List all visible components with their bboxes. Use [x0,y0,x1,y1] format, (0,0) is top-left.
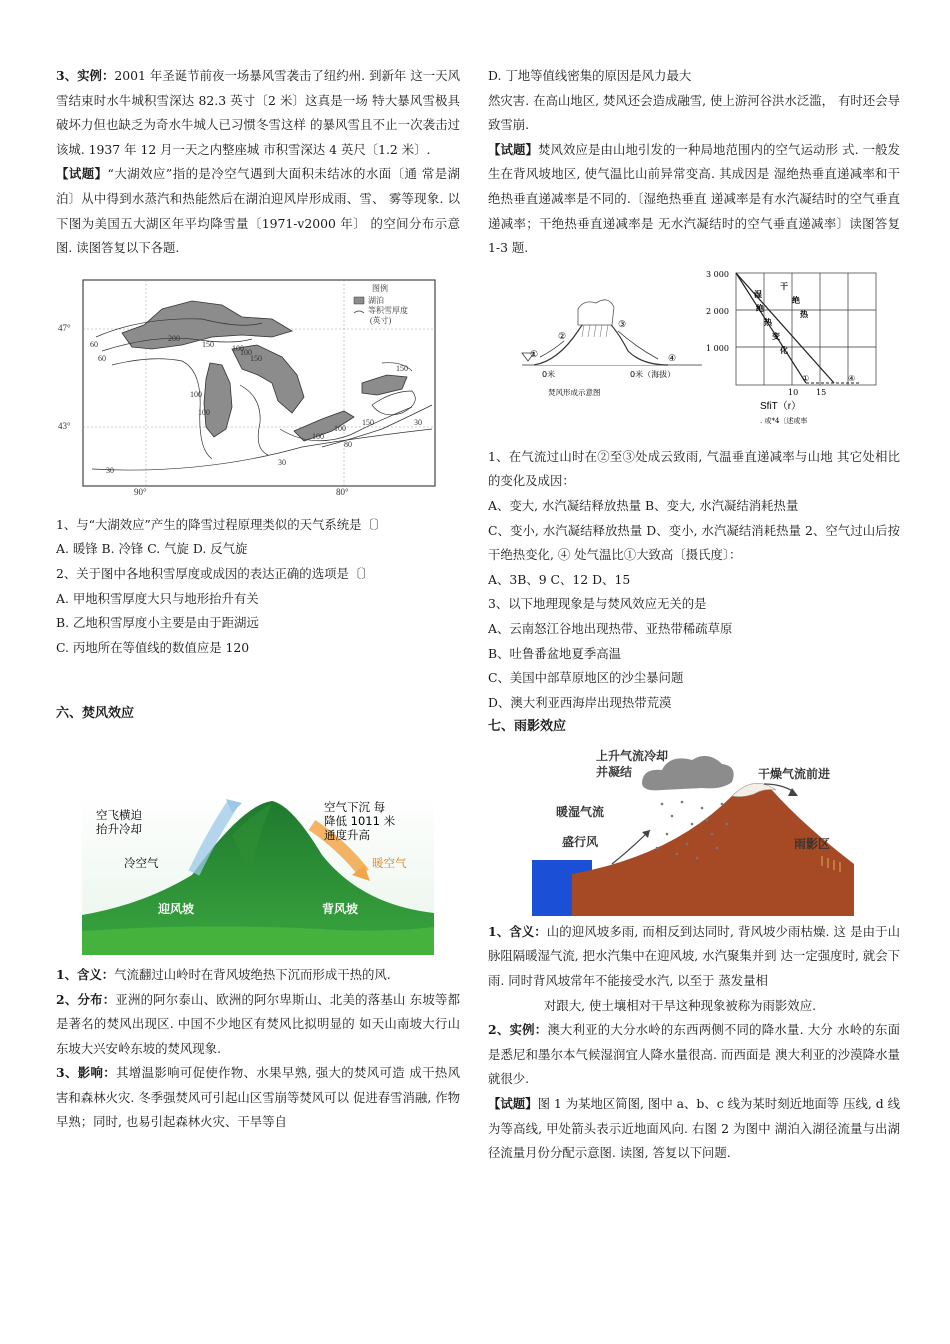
question-2: 2、关于图中各地积雪厚度或成因的表达正确的选项是〔〕 [56,565,374,581]
schematic-point-4: ④ [668,353,677,364]
q-foehn-1: 1、在气流过山时在②至③处成云致雨, 气温垂直递减率与山地 其它处相比的变化及成因： [488,448,900,489]
foehn-test-intro: 【试题】焚风效应是由山地引发的一种局地范围内的空气运动形 式. 一般发生在背风坡地区, 使气温比山前异常变高. 其成因是 湿绝热垂直递减率和干绝热垂直递减率是不同的.〔湿绝热垂直 递减率是有水汽凝结时的空气垂直递减率；干绝热垂直递减率是 无水汽凝结时的空气垂直递减率〕读图答复1-3 题. [488,141,900,256]
foehn-label-warm-air: 暖空气 [372,855,407,870]
q-foehn-3-d: D、澳大利亚西海岸出现热带荒漠 [488,694,672,710]
foehn-label-windward: 迎风坡 [158,901,195,916]
example-paragraph: 3、实例：2001 年圣诞节前夜一场暴风雪袭击了纽约州. 到新年 这一天风雪结束时水牛城积雪深达 82.3 英寸〔2 米〕这真是一场 特大暴风雪极具破坏力但也缺乏为奇水牛城人已习惯冬雪这样 的暴风雪且不止一次袭击过该城. 1937 年 12 月一天之内整座城 市积雪深达 4 英尺〔1.2 米〕. [56,68,460,157]
contour-label: 60 [98,353,106,363]
contour-label: 30 [278,457,286,467]
q-foehn-3-c: C、美国中部草原地区的沙尘暴问题 [488,670,684,686]
q-foehn-3-b: B、吐鲁番盆地夏季高温 [488,645,622,661]
schematic-zero-right: 0米（海拔） [630,369,676,379]
question-1-options: A. 暖锋 B. 冷锋 C. 气旋 D. 反气旋 [56,541,248,557]
graph-x-tick-10: 10 [788,387,799,397]
section-7-heading: 七、雨影效应 [488,719,567,735]
foehn-label-leeward: 背风坡 [322,901,359,916]
great-lakes-snowfall-map [58,279,438,497]
graph-wet-label-4: 变 [772,331,780,341]
foehn-label-lift-1: 空飞横迫 [96,807,142,822]
contour-label: 100 [240,347,252,357]
graph-point-4: ④ [848,373,856,383]
right-column [488,64,900,1166]
graph-wet-label-1: 湿 [754,289,762,299]
graph-wet-label-5: 化 [780,345,788,355]
schematic-point-1: ① [530,349,539,360]
graph-y-tick-2000: 2 000 [706,306,729,316]
map-legend-title: 图例 [372,283,388,293]
left-column [56,64,460,1135]
q-foehn-3: 3、以下地理现象是与焚风效应无关的是 [488,596,707,612]
contour-label: 150 [202,339,214,349]
contour-label: 200 [168,333,180,343]
graph-y-tick-1000: 1 000 [706,343,729,353]
contour-label: 150 [362,417,374,427]
question-2-option-c: C. 丙地所在等值线的数值应是 120 [56,639,250,655]
rain-shadow-definition-cont: 对跟大, 使土壤相对干旱这种现象被称为雨影效应. [544,997,817,1013]
contour-label: 80 [344,439,352,449]
foehn-impact-continued: 然灾害. 在高山地区, 焚风还会造成融雪, 使上游河谷洪水泛滥， 有时还会导致雪崩. [488,92,900,133]
contour-label: 100 [198,407,210,417]
graph-wet-label-3: 热 [764,317,772,327]
lapse-rate-graph [706,269,900,445]
rain-shadow-test: 【试题】图 1 为某地区简图, 图中 a、b、c 线为某时刻近地面等 压线, d 线为等高线, 甲处箭头表示近地面风向. 右图 2 为图中 湖泊入湖径流量与出湖径流量月份分配示意图. 读图, 答复以下问题. [488,1096,901,1161]
foehn-label-descend-1: 空气下沉 每 [324,799,386,814]
graph-dry-label-1: 干 [780,281,788,291]
contour-label: 100 [334,423,346,433]
contour-label: 100 [312,431,324,441]
rain-label-shadow-zone: 雨影区 [794,836,831,851]
foehn-effect-illustration [82,795,434,955]
graph-wet-label-2: 绝 [756,303,764,313]
rain-label-dry-air: 干燥气流前进 [758,766,831,781]
schematic-zero-left: 0米 [542,369,556,379]
foehn-distribution: 2、分布：亚洲的阿尔泰山、欧洲的阿尔卑斯山、北美的落基山 东坡等都是著名的焚风出现区. 中国不少地区有焚风比拟明显的 如天山南坡大行山东坡大兴安岭东坡的焚风现象. [56,991,460,1056]
foehn-label-descend-2: 降低 1011 米 [324,813,396,828]
contour-label: 150 [396,363,408,373]
question-2-option-b: B. 乙地积雪厚度小主要是由于距湖远 [56,615,259,631]
q-foehn-1-ab: A、变大, 水汽凝结释放热量 B、变大, 水汽凝结消耗热量 [488,497,799,513]
foehn-label-lift-2: 抬升冷却 [96,821,142,836]
option-d-carryover: D. 丁地等值线密集的原因是风力最大 [488,68,692,83]
graph-dry-label-2: 绝 [792,295,800,305]
contour-label: 60 [90,339,98,349]
rain-label-warm-moist: 暖湿气流 [556,804,605,819]
rain-label-prevailing-wind: 盛行风 [562,834,599,849]
foehn-impact: 3、影响：其增温影响可促使作物、水果早熟, 强大的焚风可造 成干热风害和森林火灾. 冬季强焚风可引起山区雪崩等焚风可以 促进春雪消融, 作物早熟；同时, 也易引起森林火灾、干旱等自 [56,1065,460,1130]
graph-point-1: ① [802,373,810,383]
graph-x-axis-label: SfiT（r） [760,400,802,412]
map-lat-47: 47° [58,322,71,333]
q-foehn-1-cd-q2: C、变小, 水汽凝结释放热量 D、变小, 水汽凝结消耗热量 2、空气过山后按干绝热变化, ④ 处气温比①大致高〔摄氏度〕： [488,522,900,563]
rain-shadow-definition: 1、含义：山的迎风坡多雨, 而相反到达同时, 背风坡少雨枯燥. 这 是由于山脉阻隔暖湿气流, 把水汽集中在迎风坡, 水汽聚集并到 达一定强度时, 就会下雨. 同时背风坡常年不能接受水汽, 以至于 蒸发量相 [488,923,901,989]
map-legend-contour: 等积雪厚度 [368,305,408,315]
foehn-schematic [518,291,706,401]
contour-label: 100 [232,343,244,353]
schematic-point-2: ② [558,331,567,342]
graph-dry-label-3: 热 [800,309,808,319]
rain-label-rising-2: 并凝结 [596,764,633,779]
map-legend-unit: (英寸) [370,315,392,325]
map-legend-lake: 湖泊 [368,295,384,305]
contour-label: 30 [106,465,114,475]
graph-y-tick-3000: 3 000 [706,269,729,279]
rain-shadow-example: 2、实例：澳大利亚的大分水岭的东西两侧不同的降水量. 大分 水岭的东面是悉尼和墨尔本气候湿润宜人降水量很高. 而西面是 澳大利亚的沙漠降水量就很少. [488,1022,900,1087]
section-6-heading: 六、焚风效应 [56,706,135,722]
foehn-label-descend-3: 通度升高 [324,827,370,842]
question-2-option-a: A. 甲地积雪厚度大只与地形抬升有关 [56,590,259,606]
graph-footnote: . 或*4〔述或率 [760,416,808,425]
rain-label-rising-1: 上升气流冷却 [596,748,669,763]
foehn-figures [488,269,900,445]
contour-label: 30 [414,417,422,427]
contour-label: 100 [190,389,202,399]
schematic-caption: 焚风形成示意图 [548,387,601,397]
map-lat-43: 43° [58,420,71,431]
q-foehn-3-a: A、云南怒江谷地出现热带、亚热带稀疏草原 [488,620,733,636]
schematic-point-3: ③ [618,319,627,330]
rain-shadow-illustration [532,744,854,916]
q-foehn-2-options: A、3B、9 C、12 D、15 [488,571,631,587]
question-1: 1、与“大湖效应”产生的降雪过程原理类似的天气系统是〔〕 [56,516,387,532]
foehn-definition: 1、含义：气流翻过山岭时在背风坡绝热下沉而形成干热的风. [56,966,391,982]
map-lon-90: 90° [134,486,147,497]
graph-x-tick-15: 15 [816,387,827,397]
foehn-label-cold-air: 冷空气 [124,855,159,870]
contour-label: 150 [250,353,262,363]
map-lon-80: 80° [336,486,349,497]
test-intro-paragraph: 【试题】“大湖效应”指的是冷空气遇到大面积未结冰的水面〔通 常是湖泊〕从中得到水蒸汽和热能然后在湖泊迎风岸形成雨、雪、 雾等现象. 以下图为美国五大湖区年平均降雪量〔1971-v2000 年〕 的空间分布示意图. 读图答复以下各题. [56,166,461,256]
